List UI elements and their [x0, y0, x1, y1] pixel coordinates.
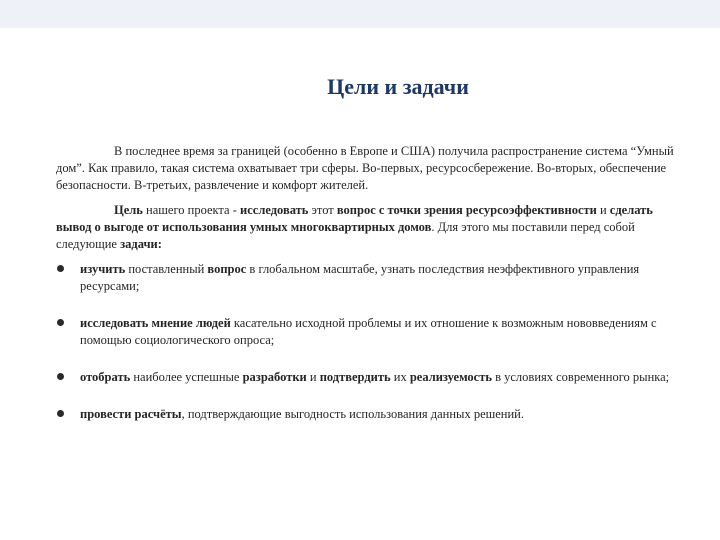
task-emphasis: вопрос [207, 262, 247, 276]
task-emphasis: реализуемость [409, 370, 492, 384]
goal-emphasis: сделать вывод о выгоде от использования умных многоквартирных домов [56, 203, 653, 234]
task-item [56, 315, 674, 349]
task-text: касательно исходной проблемы и их отношение к возможным нововведениям с помощью социологического опроса; [80, 316, 657, 347]
goal-text: нашего проекта - [142, 203, 241, 217]
goal-text: этот [308, 203, 337, 217]
goal-text: . Для этого мы поставили перед собой следующие [56, 220, 635, 251]
task-emphasis: исследовать мнение людей [80, 316, 231, 330]
tasks-list [56, 261, 674, 423]
slide-title: Цели и задачи [327, 74, 469, 99]
task-item [56, 406, 674, 423]
goal-paragraph [56, 202, 674, 253]
task-item [56, 261, 674, 295]
task-text: и [306, 370, 320, 384]
bullet-icon [57, 373, 64, 380]
task-text: поставленный [125, 262, 208, 276]
task-text: их [390, 370, 410, 384]
slide-body [56, 143, 674, 443]
task-text: в условиях современного рынка; [491, 370, 670, 384]
task-text: в глобальном масштабе, узнать последствия неэффективного управления ресурсами; [80, 262, 640, 293]
goal-label: Цель [114, 203, 143, 217]
task-item [56, 369, 674, 386]
goal-emphasis: исследовать [240, 203, 309, 217]
intro-paragraph: В последнее время за границей (особенно в Европе и США) получила распространение система “Умный дом”. Как правило, такая система охватывает три сферы. Во-первых, ресурсосбережение. Во-вторых, обеспечение безопасности. В-третьих, развлечение и комфорт жителей. [56, 144, 674, 192]
task-emphasis: провести расчёты [80, 407, 182, 421]
bullet-icon [57, 410, 64, 417]
goal-text: и [596, 203, 610, 217]
bullet-icon [57, 265, 64, 272]
goal-emphasis: вопрос с точки зрения ресурсоэффективности [336, 203, 597, 217]
task-emphasis: разработки [242, 370, 307, 384]
tasks-label: задачи: [120, 237, 162, 251]
task-emphasis: отобрать [80, 370, 131, 384]
task-emphasis: изучить [80, 262, 126, 276]
task-text: наиболее успешные [130, 370, 243, 384]
header-band [0, 0, 720, 28]
task-text: , подтверждающие выгодность использования данных решений. [181, 407, 524, 421]
bullet-icon [57, 319, 64, 326]
task-emphasis: подтвердить [319, 370, 391, 384]
